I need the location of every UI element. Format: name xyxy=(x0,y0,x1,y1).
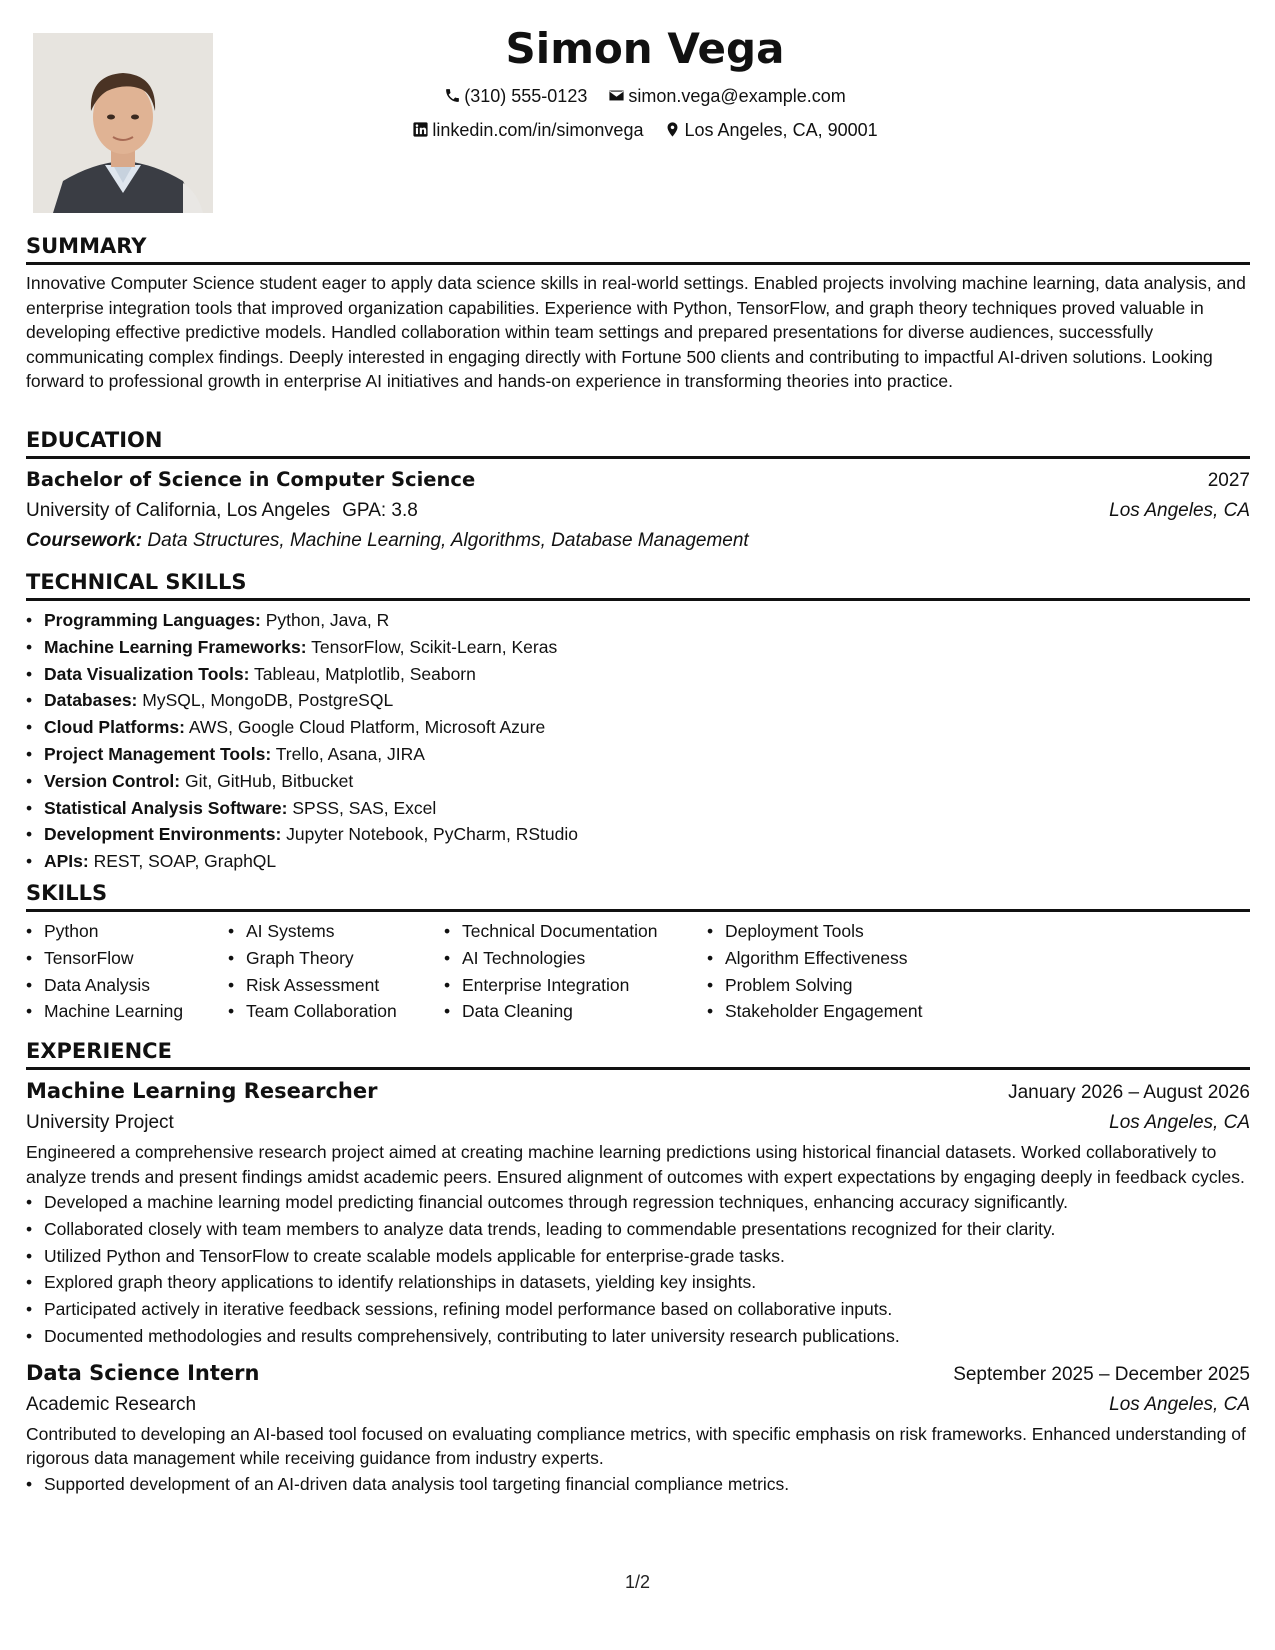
phone-icon xyxy=(444,87,461,104)
skill-item: • Technical Documentation xyxy=(462,918,707,945)
job-description: Contributed to developing an AI-based tool focused on evaluating compliance metrics, with specific emphasis on risk frameworks. Enhanced understanding of rigorous data management while receiving guidance from industry experts. xyxy=(26,1423,1246,1469)
experience-section xyxy=(26,1038,1250,1498)
summary-text: Innovative Computer Science student eager to apply data science skills in real-world settings. Enabled projects involving machine learning, data analysis, and enterprise integration tools that improved organization capabilities. Experience with Python, TensorFlow, and graph theory techniques proved valuable in developing effective predictive models. Handled collaboration within team settings and prepared presentations for diverse audiences, successfully communicating complex findings. Deeply interested in engaging directly with Fortune 500 clients and contributing to impactful AI-driven solutions. Looking forward to professional growth in enterprise AI initiatives and hands-on experience in transforming theories into practice. xyxy=(26,273,1246,391)
email-contact[interactable] xyxy=(608,85,845,107)
skills-column xyxy=(228,918,444,1025)
location-text: Los Angeles, CA, 90001 xyxy=(684,119,878,140)
school-name: University of California, Los Angeles xyxy=(26,500,331,521)
section-heading-skills: SKILLS xyxy=(26,880,1250,912)
skills-column xyxy=(444,918,707,1025)
job-description: Engineered a comprehensive research project aimed at creating machine learning predictions using historical financial datasets. Worked collaboratively to analyze trends and present findings amidst academic peers. Ensured alignment of outcomes with expert expectations by engaging deeply in feedback cycles. xyxy=(26,1142,1245,1187)
skills-grid xyxy=(26,918,1250,1025)
job-bullet: • Utilized Python and TensorFlow to create scalable models applicable for enterprise-grade tasks. xyxy=(44,1243,1250,1270)
technical-skill-label: Statistical Analysis Software: xyxy=(44,797,288,818)
skill-item: • Team Collaboration xyxy=(246,998,444,1025)
job-location: Los Angeles, CA xyxy=(1109,1112,1250,1133)
technical-skill-label: APIs: xyxy=(44,851,89,872)
job-bullets xyxy=(26,1471,1250,1498)
gpa: GPA: 3.8 xyxy=(342,500,418,521)
technical-skill-item xyxy=(44,741,1250,768)
technical-skill-value: REST, SOAP, GraphQL xyxy=(93,851,277,872)
technical-skill-label: Development Environments: xyxy=(44,824,282,845)
location-contact xyxy=(664,119,877,141)
technical-skill-value: Jupyter Notebook, PyCharm, RStudio xyxy=(286,824,578,845)
technical-skills-list xyxy=(26,607,1250,875)
summary-section xyxy=(26,233,1250,394)
section-heading-technical-skills: TECHNICAL SKILLS xyxy=(26,569,1250,601)
skill-item: • Risk Assessment xyxy=(246,972,444,999)
technical-skill-label: Cloud Platforms: xyxy=(44,717,185,738)
job-bullet: • Explored graph theory applications to identify relationships in datasets, yielding key insights. xyxy=(44,1269,1250,1296)
skill-item: • AI Systems xyxy=(246,918,444,945)
graduation-year: 2027 xyxy=(1207,470,1250,491)
portrait-image xyxy=(33,33,213,213)
job-bullet: • Collaborated closely with team members to analyze data trends, leading to commendable presentations recognized for their clarity. xyxy=(44,1216,1250,1243)
technical-skill-label: Programming Languages: xyxy=(44,610,261,630)
coursework-list: Data Structures, Machine Learning, Algorithms, Database Management xyxy=(147,530,749,551)
technical-skill-value: Trello, Asana, JIRA xyxy=(275,743,425,764)
job-entry xyxy=(26,1076,1250,1350)
job-dates: September 2025 – December 2025 xyxy=(953,1363,1250,1385)
technical-skill-item xyxy=(44,795,1250,822)
skill-item: • Deployment Tools xyxy=(725,918,965,945)
skills-column xyxy=(26,918,228,1025)
technical-skill-item xyxy=(44,661,1250,688)
coursework-line xyxy=(26,526,1250,556)
education-school-row xyxy=(26,496,1250,526)
profile-photo xyxy=(33,33,213,213)
coursework-label: Coursework: xyxy=(26,530,143,551)
job-org: Academic Research xyxy=(26,1393,197,1415)
envelope-icon xyxy=(608,87,625,104)
skills-column-list xyxy=(462,918,707,1025)
phone-contact[interactable] xyxy=(444,85,587,107)
resume-header xyxy=(240,22,1050,141)
job-title-row xyxy=(26,1076,1250,1108)
job-bullet: • Participated actively in iterative feedback sessions, refining model performance based on collaborative inputs. xyxy=(44,1296,1250,1323)
technical-skills-section xyxy=(26,569,1250,875)
technical-skill-item xyxy=(44,714,1250,741)
technical-skill-label: Databases: xyxy=(44,690,138,711)
skill-item: • Graph Theory xyxy=(246,945,444,972)
skill-item: • Python xyxy=(44,918,228,945)
linkedin-url: linkedin.com/in/simonvega xyxy=(432,119,644,140)
skills-section xyxy=(26,880,1250,1025)
technical-skill-value: MySQL, MongoDB, PostgreSQL xyxy=(142,690,394,711)
technical-skill-item xyxy=(44,768,1250,795)
technical-skill-label: Project Management Tools: xyxy=(44,743,272,764)
job-title-row xyxy=(26,1358,1250,1390)
job-org: University Project xyxy=(26,1112,174,1133)
skill-item: • AI Technologies xyxy=(462,945,707,972)
job-bullets xyxy=(26,1189,1250,1350)
contact-row-2 xyxy=(240,117,1050,140)
technical-skill-value: AWS, Google Cloud Platform, Microsoft Azure xyxy=(188,717,546,738)
job-org-row xyxy=(26,1390,1250,1420)
education-section xyxy=(26,427,1250,556)
job-bullet: • Supported development of an AI-driven data analysis tool targeting financial compliance metrics. xyxy=(44,1471,1250,1498)
skills-column-list xyxy=(246,918,444,1025)
job-bullet: • Documented methodologies and results comprehensively, contributing to later university research publications. xyxy=(44,1323,1250,1350)
technical-skill-label: Version Control: xyxy=(44,770,181,791)
email-address: simon.vega@example.com xyxy=(628,86,846,107)
technical-skill-value: SPSS, SAS, Excel xyxy=(292,797,437,818)
candidate-name: Simon Vega xyxy=(505,24,785,73)
technical-skill-item xyxy=(44,687,1250,714)
page-number: 1/2 xyxy=(624,1572,651,1592)
technical-skill-value: Python, Java, R xyxy=(265,610,390,630)
skill-item: • Data Cleaning xyxy=(462,998,707,1025)
school-location: Los Angeles, CA xyxy=(1109,500,1250,521)
skill-item: • Problem Solving xyxy=(725,972,965,999)
job-dates: January 2026 – August 2026 xyxy=(1008,1082,1250,1103)
map-pin-icon xyxy=(664,121,681,138)
degree-title: Bachelor of Science in Computer Science xyxy=(26,468,476,491)
job-bullet: • Developed a machine learning model predicting financial outcomes through regression techniques, enhancing accuracy significantly. xyxy=(44,1189,1250,1216)
section-heading-summary: SUMMARY xyxy=(26,233,1250,265)
technical-skill-item xyxy=(44,848,1250,875)
job-location: Los Angeles, CA xyxy=(1109,1393,1250,1415)
phone-number: (310) 555-0123 xyxy=(464,86,588,107)
skill-item: • Algorithm Effectiveness xyxy=(725,945,965,972)
technical-skill-item xyxy=(44,821,1250,848)
technical-skill-value: Git, GitHub, Bitbucket xyxy=(185,770,354,791)
contact-row-1 xyxy=(240,84,1050,107)
technical-skill-value: TensorFlow, Scikit-Learn, Keras xyxy=(311,636,558,657)
skills-column xyxy=(707,918,965,1025)
skill-item: • Stakeholder Engagement xyxy=(725,998,965,1025)
linkedin-contact[interactable] xyxy=(412,119,643,141)
technical-skill-item xyxy=(44,634,1250,661)
job-org-row xyxy=(26,1108,1250,1138)
technical-skill-item xyxy=(44,607,1250,634)
technical-skill-label: Data Visualization Tools: xyxy=(44,663,250,684)
section-heading-experience: EXPERIENCE xyxy=(26,1038,1250,1070)
skill-item: • Machine Learning xyxy=(44,998,228,1025)
skills-column-list xyxy=(44,918,228,1025)
school-line xyxy=(26,496,418,526)
skill-item: • Enterprise Integration xyxy=(462,972,707,999)
job-title: Machine Learning Researcher xyxy=(26,1079,378,1103)
section-heading-education: EDUCATION xyxy=(26,427,1250,459)
skills-column-list xyxy=(725,918,965,1025)
linkedin-icon xyxy=(412,121,429,138)
technical-skill-value: Tableau, Matplotlib, Seaborn xyxy=(254,663,476,684)
skill-item: • TensorFlow xyxy=(44,945,228,972)
education-title-row xyxy=(26,465,1250,496)
job-entry xyxy=(26,1358,1250,1498)
technical-skill-label: Machine Learning Frameworks: xyxy=(44,636,307,657)
job-title: Data Science Intern xyxy=(26,1360,260,1385)
skill-item: • Data Analysis xyxy=(44,972,228,999)
